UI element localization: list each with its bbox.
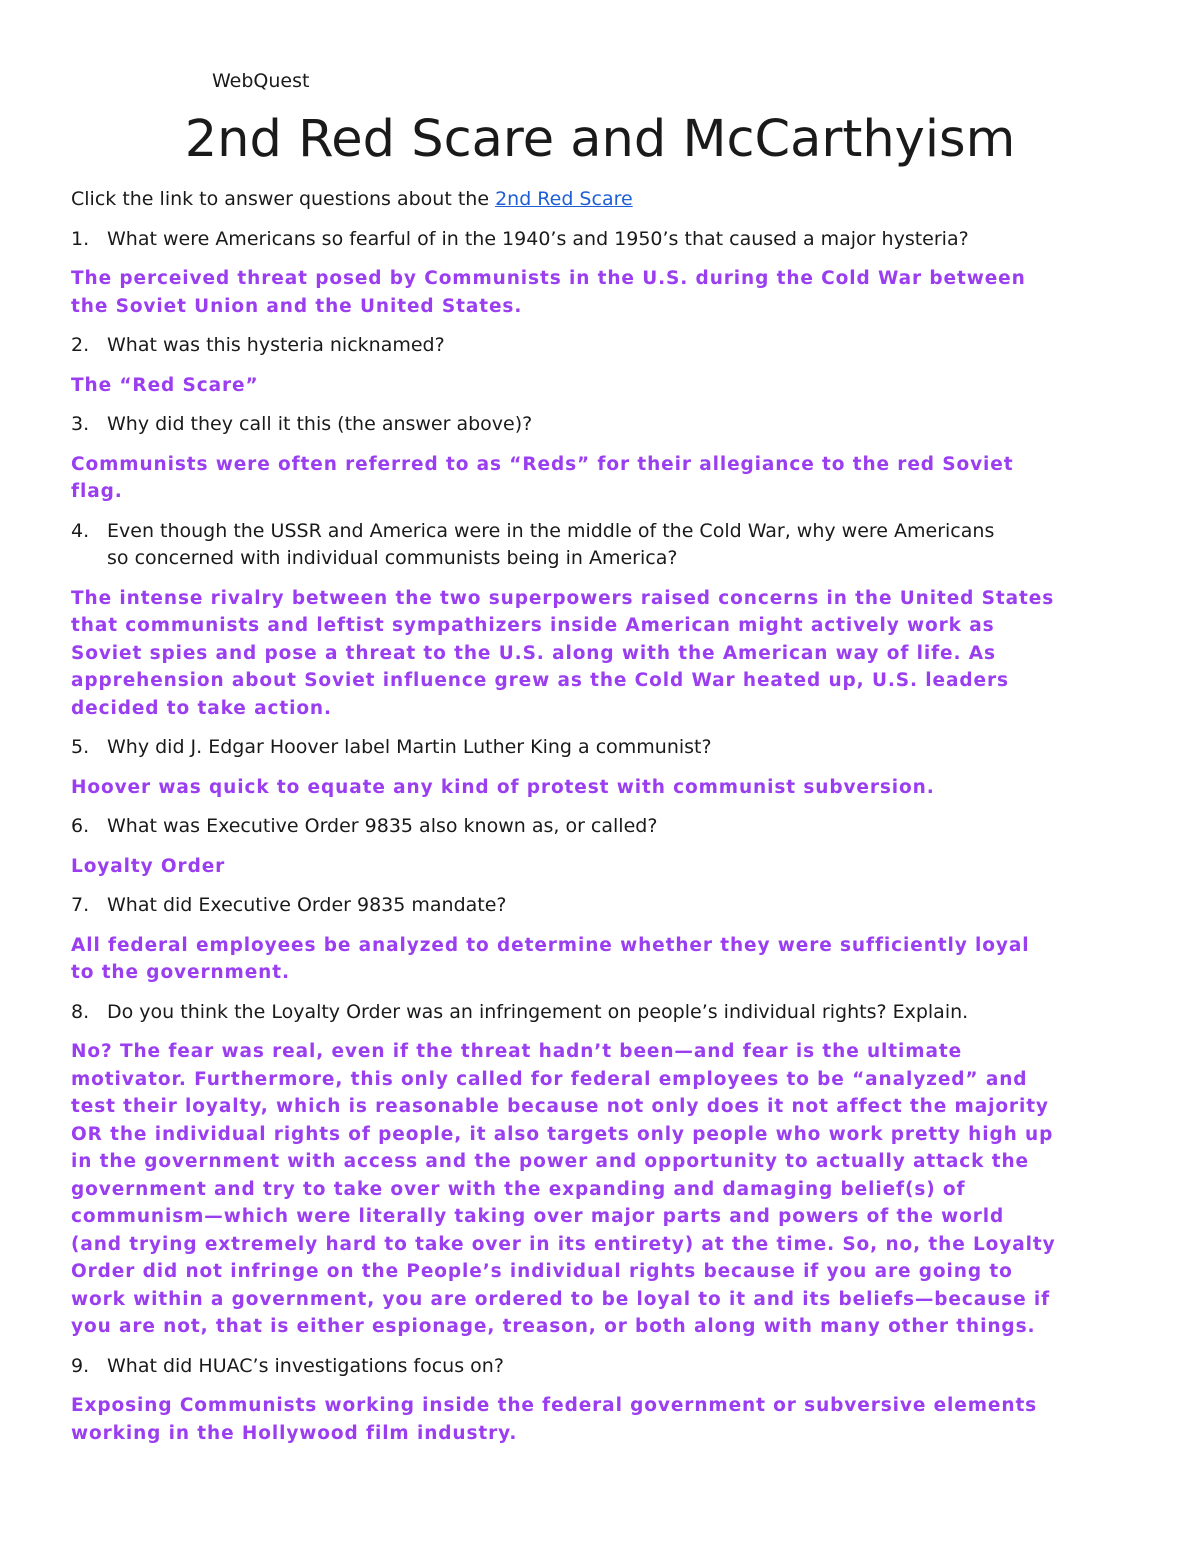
answer-line: that communists and leftist sympathizers inside American might actively work as <box>71 615 995 636</box>
document-body <box>71 186 1151 1459</box>
question-number: 1. <box>71 227 90 250</box>
question-text <box>107 226 969 254</box>
question-number: 7. <box>71 894 90 916</box>
question-number: 9. <box>71 1354 90 1377</box>
answer-4 <box>71 585 1151 723</box>
answer-line: Communists were often referred to as “Reds” for their allegiance to the red Soviet <box>71 453 1014 475</box>
question-line: What were Americans so fearful of in the 1940’s and 1950’s that caused a major hysteria? <box>107 227 969 250</box>
question-4 <box>71 518 1151 573</box>
question-8 <box>71 999 1151 1027</box>
question-text <box>107 332 445 360</box>
answer-7 <box>71 932 1151 987</box>
answer-line: Hoover was quick to equate any kind of protest with communist subversion. <box>71 776 935 798</box>
answer-line: No? The fear was real, even if the threat hadn’t been—and fear is the ultimate <box>71 1041 963 1062</box>
answer-line: working in the Hollywood film industry. <box>71 1422 518 1444</box>
answer-6 <box>71 853 1151 881</box>
question-5 <box>71 734 1151 762</box>
answer-5 <box>71 774 1151 802</box>
answer-line: work within a government, you are ordered to be loyal to it and its beliefs—because if <box>71 1288 1051 1310</box>
question-6 <box>71 813 1151 841</box>
answer-line: Exposing Communists working inside the federal government or subversive elements <box>71 1395 1038 1416</box>
answer-line: government and try to take over with the expanding and damaging belief(s) of <box>71 1178 966 1200</box>
answer-line: (and trying extremely hard to take over in its entirety) at the time. So, no, the Loyalty <box>71 1233 1056 1255</box>
answer-2 <box>71 372 1151 400</box>
question-line: Why did they call it this (the answer above)? <box>107 413 533 435</box>
answer-line: to the government. <box>71 962 290 983</box>
answer-line: OR the individual rights of people, it also targets only people who work pretty high up <box>71 1123 1054 1145</box>
answer-line: The perceived threat posed by Communists in the U.S. during the Cold War between <box>71 268 1026 289</box>
question-number: 8. <box>71 1000 90 1023</box>
question-text <box>107 734 712 762</box>
question-line: Why did J. Edgar Hoover label Martin Luther King a communist? <box>107 736 712 758</box>
answer-line: motivator. Furthermore, this only called for federal employees to be “analyzed” and <box>71 1068 1028 1090</box>
answer-3 <box>71 451 1151 506</box>
question-line: What was Executive Order 9835 also known as, or called? <box>107 815 658 837</box>
document-title: 2nd Red Scare and McCarthyism <box>184 110 1016 169</box>
question-line: so concerned with individual communists being in America? <box>107 547 678 569</box>
intro-text: Click the link to answer questions about the <box>71 188 496 210</box>
question-text <box>107 999 968 1027</box>
answer-line: flag. <box>71 481 123 502</box>
answer-line: Soviet spies and pose a threat to the U.S. along with the American way of life. As <box>71 642 996 664</box>
document-subtitle: WebQuest <box>212 70 310 92</box>
question-text <box>107 813 657 841</box>
answer-line: the Soviet Union and the United States. <box>71 295 523 317</box>
question-text <box>107 518 994 573</box>
question-number: 4. <box>71 519 90 542</box>
answer-line: test their loyalty, which is reasonable because not only does it not affect the majority <box>71 1096 1049 1117</box>
question-text <box>107 411 532 439</box>
answer-line: apprehension about Soviet influence grew as the Cold War heated up, U.S. leaders <box>71 670 1009 691</box>
red-scare-link[interactable]: 2nd Red Scare <box>495 188 633 210</box>
question-line: What did Executive Order 9835 mandate? <box>107 894 507 916</box>
question-number: 2. <box>71 334 90 356</box>
answer-9 <box>71 1392 1151 1447</box>
question-number: 5. <box>71 736 90 758</box>
answer-line: Order did not infringe on the People’s individual rights because if you are going to <box>71 1261 1013 1282</box>
answer-line: decided to take action. <box>71 697 332 719</box>
question-line: What was this hysteria nicknamed? <box>107 334 445 356</box>
answer-1 <box>71 265 1151 320</box>
question-line: Do you think the Loyalty Order was an infringement on people’s individual rights? Explain. <box>107 1000 969 1023</box>
question-text <box>107 1353 504 1381</box>
intro-paragraph <box>71 186 1151 214</box>
question-9 <box>71 1353 1151 1381</box>
question-number: 6. <box>71 815 90 837</box>
answer-line: communism—which were literally taking over major parts and powers of the world <box>71 1206 1005 1227</box>
question-7 <box>71 892 1151 920</box>
answer-line: you are not, that is either espionage, treason, or both along with many other things. <box>71 1316 1036 1337</box>
question-line: What did HUAC’s investigations focus on? <box>107 1354 504 1377</box>
answer-8 <box>71 1038 1151 1341</box>
question-1 <box>71 226 1151 254</box>
question-number: 3. <box>71 413 90 435</box>
question-3 <box>71 411 1151 439</box>
answer-line: All federal employees be analyzed to determine whether they were sufficiently loyal <box>71 934 1030 956</box>
question-2 <box>71 332 1151 360</box>
answer-line: The “Red Scare” <box>71 374 259 396</box>
answer-line: Loyalty Order <box>71 855 226 877</box>
question-text <box>107 892 507 920</box>
answer-line: The intense rivalry between the two superpowers raised concerns in the United States <box>71 587 1055 609</box>
answer-line: in the government with access and the power and opportunity to actually attack the <box>71 1151 1029 1172</box>
question-line: Even though the USSR and America were in the middle of the Cold War, why were Americans <box>107 519 995 542</box>
